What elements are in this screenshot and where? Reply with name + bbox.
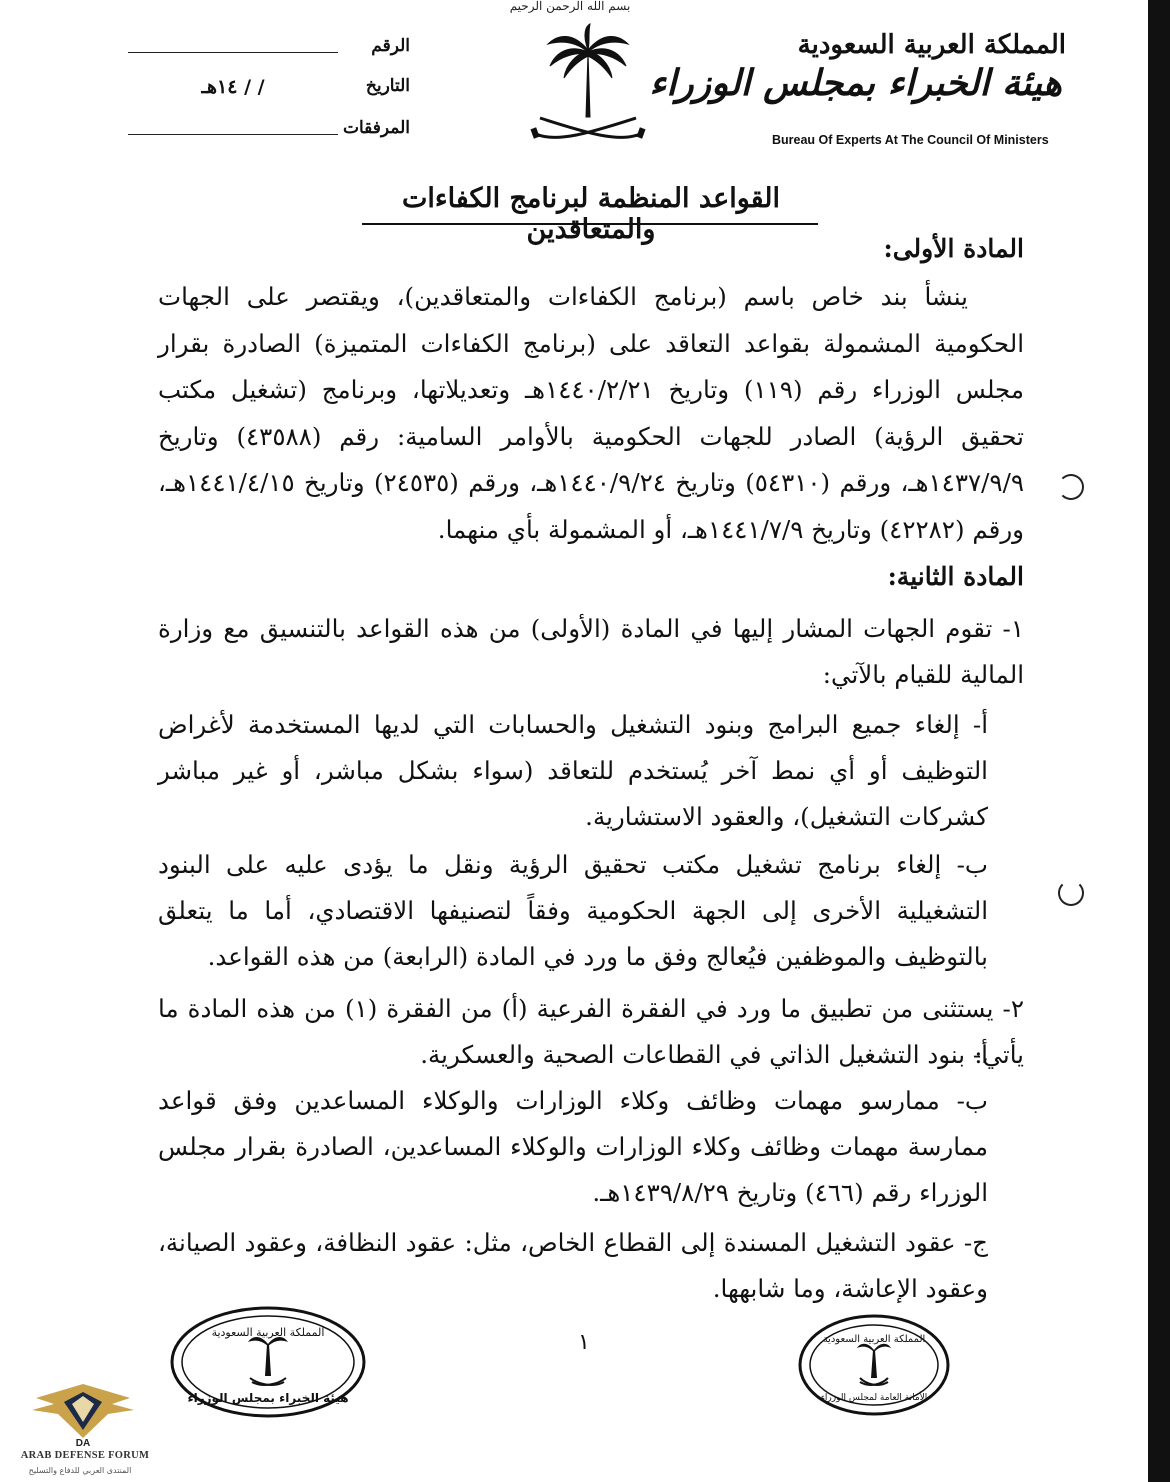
- watermark-name: ARAB DEFENSE FORUM: [20, 1450, 150, 1461]
- article2-clause2-a: أ- بنود التشغيل الذاتي في القطاعات الصحية والعسكرية.: [420, 1040, 988, 1069]
- article2-heading: المادة الثانية:: [887, 562, 1024, 591]
- date-template: / / ١٤هـ: [201, 76, 265, 98]
- basmala: بسم الله الرحمن الرحيم: [509, 0, 631, 13]
- article2-clause2-c: ج- عقود التشغيل المسندة إلى القطاع الخاص، مثل: عقود النظافة، وعقود الصيانة، وعقود الإعاشة، وما شابهها.: [158, 1228, 988, 1303]
- article2-clause1-b: ب- إلغاء برنامج تشغيل مكتب تحقيق الرؤية ونقل ما يؤدى عليه على البنود التشغيلية الأخرى إلى الجهة الحكومية وفقاً لتصنيفها الاقتصادي، أما ما يتعلق بالتوظيف والموظفين فيُعالج وفق ما ورد في المادة (الرابعة) من هذه القواعد.: [158, 850, 988, 971]
- article2-clause2-b: ب- ممارسو مهمات وظائف وكلاء الوزارات والوكلاء المساعدين وفق قواعد ممارسة مهمات وظائف وكلاء الوزارات والوكلاء المساعدين، الصادرة بقرار مجلس الوزراء رقم (٤٦٦) وتاريخ ١٤٣٩/٨/٢٩هـ.: [158, 1086, 988, 1207]
- seal-right-line1: المملكة العربية السعودية: [822, 1334, 926, 1345]
- saudi-emblem-icon: [528, 22, 648, 152]
- date-label: التاريخ: [365, 76, 410, 96]
- arab-defense-forum-logo-icon: [28, 1380, 138, 1452]
- seal-right-line2: الأمانة العامة لمجلس الوزراء: [820, 1393, 928, 1403]
- seal-left-line1: المملكة العربية السعودية: [211, 1326, 325, 1339]
- article1-text: ينشأ بند خاص باسم (برنامج الكفاءات والمتعاقدين)، ويقتصر على الجهات الحكومية المشمولة بقواعد التعاقد على (برنامج الكفاءات المتميزة) الصادرة بقرار مجلس الوزراء رقم (١١٩) وتاريخ ١٤٤٠/٢/٢١هـ وتعديلاتها، وبرنامج (تشغيل مكتب تحقيق الرؤية) الصادر للجهات الحكومية بالأوامر السامية: رقم (٤٣٥٨٨) وتاريخ ١٤٣٧/٩/٩هـ، ورقم (٥٤٣١٠) وتاريخ ١٤٤٠/٩/٢٤هـ، ورقم (٢٤٥٣٥) وتاريخ ١٤٤١/٤/١٥هـ، ورقم (٤٢٢٨٢) وتاريخ ١٤٤١/٧/٩هـ، أو المشمولة بأي منهما.: [158, 282, 1025, 544]
- watermark-initials: DA: [75, 1438, 91, 1449]
- margin-mark: [1058, 880, 1084, 906]
- kingdom-name: المملكة العربية السعودية: [797, 30, 1066, 60]
- article2-clause1-a: أ- إلغاء جميع البرامج وبنود التشغيل والحسابات التي لديها المستخدمة لأغراض التوظيف أو أي نمط آخر يُستخدم للتعاقد (سواء بشكل مباشر، أو غير مباشر كشركات التشغيل)، والعقود الاستشارية.: [158, 710, 988, 831]
- number-line: [128, 52, 338, 53]
- margin-mark: [1058, 474, 1084, 500]
- attachments-label: المرفقات: [342, 118, 410, 138]
- document-title: القواعد المنظمة لبرنامج الكفاءات والمتعاقدين: [401, 183, 781, 245]
- general-secretariat-seal-stamp: [796, 1312, 952, 1418]
- page-number: ١: [578, 1330, 590, 1355]
- title-underline: [362, 223, 818, 225]
- watermark-tagline: المنتدى العربي للدفاع والتسليح: [28, 1466, 132, 1475]
- attachments-line: [128, 134, 338, 135]
- bureau-name-english: Bureau Of Experts At The Council Of Ministers: [772, 133, 1049, 147]
- article2-clause2: ٢- يستثنى من تطبيق ما ورد في الفقرة الفرعية (أ) من الفقرة (١) من هذه المادة ما يأتي:: [158, 994, 1024, 1069]
- bureau-name-arabic: هيئة الخبراء بمجلس الوزراء: [649, 62, 1062, 104]
- article1-heading: المادة الأولى:: [883, 234, 1024, 263]
- seal-left-line2: هيئة الخبراء بمجلس الوزراء: [187, 1391, 349, 1405]
- article2-clause1: ١- تقوم الجهات المشار إليها في المادة (الأولى) من هذه القواعد بالتنسيق مع وزارة المالية للقيام بالآتي:: [158, 614, 1024, 689]
- bureau-seal-stamp: [168, 1304, 368, 1420]
- number-label: الرقم: [371, 36, 410, 56]
